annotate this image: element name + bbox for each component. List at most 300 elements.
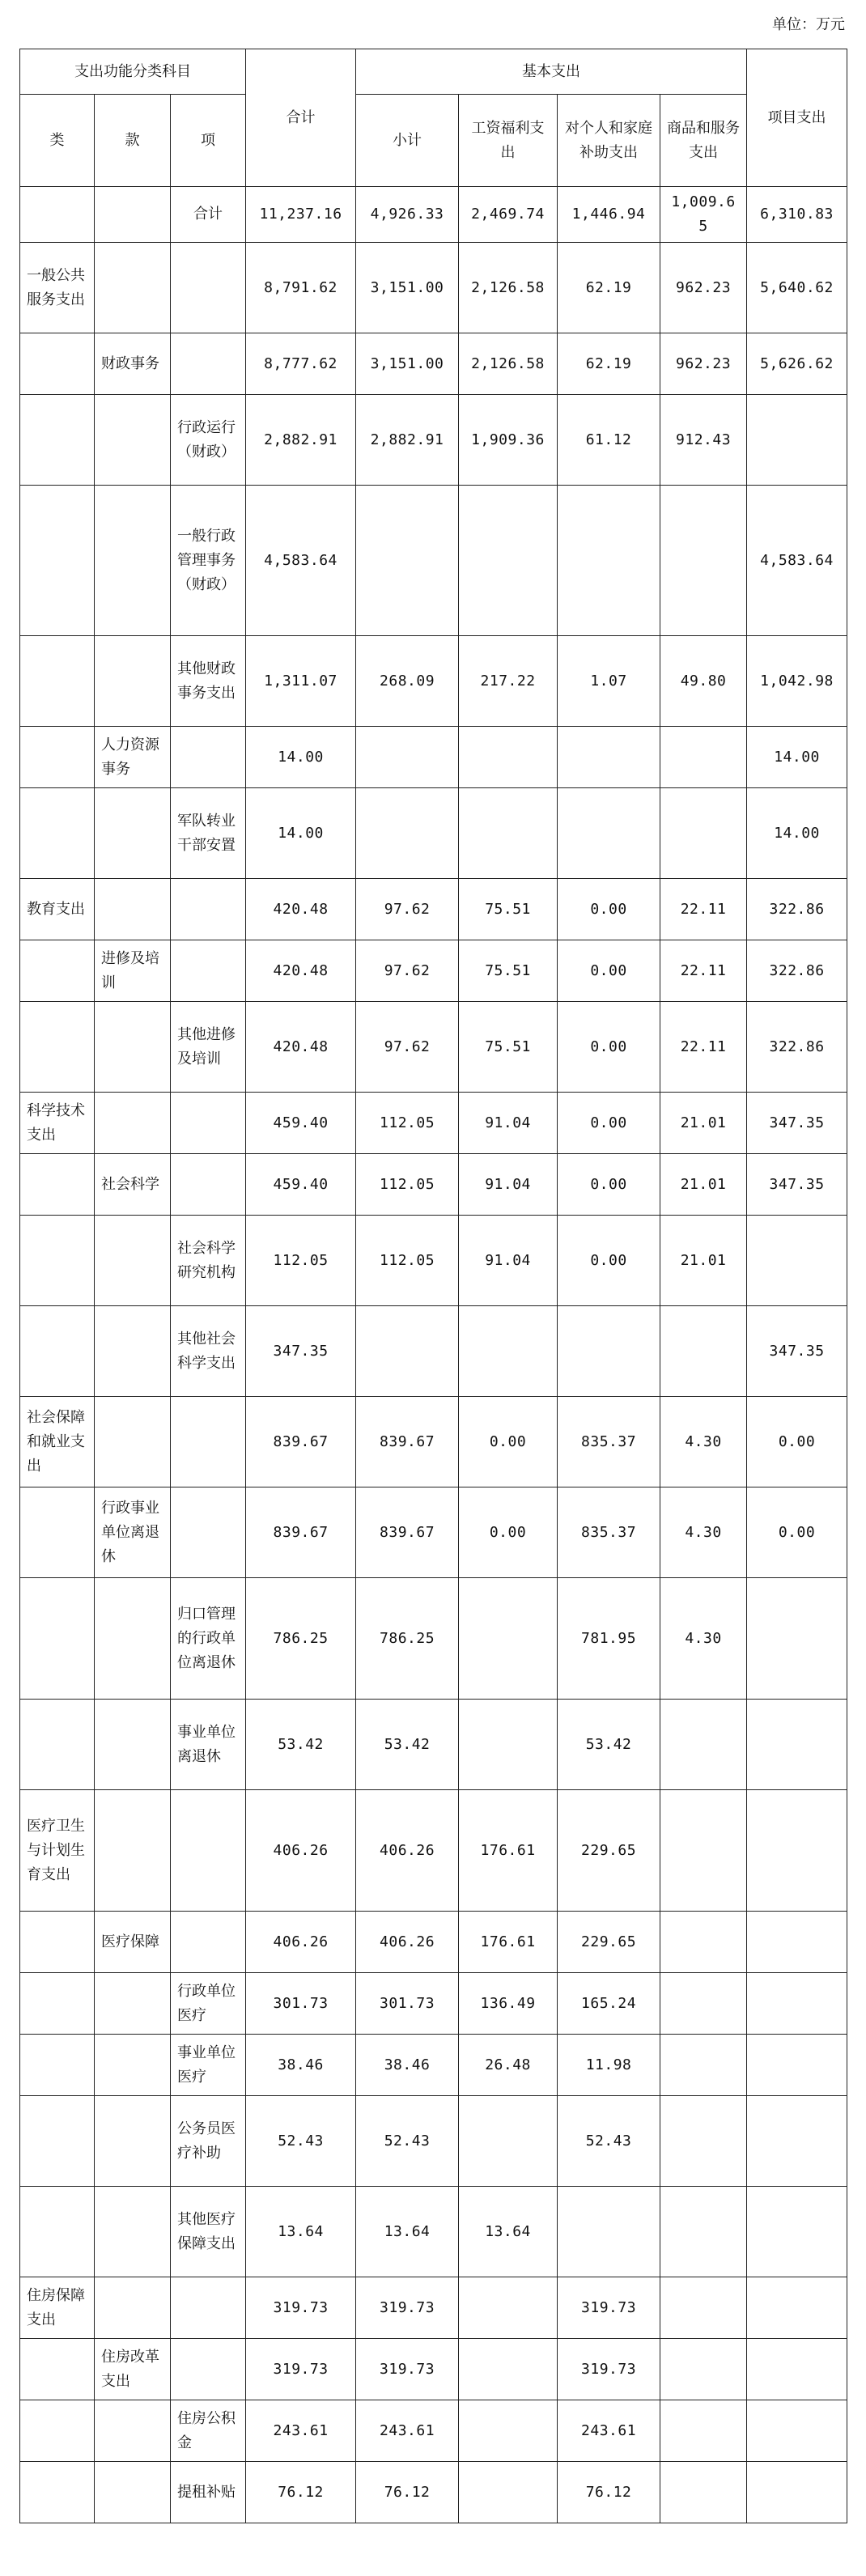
cell-kuan xyxy=(95,1397,171,1487)
cell-xiang: 合计 xyxy=(171,187,246,243)
cell-lei xyxy=(20,1973,95,2035)
cell-lei xyxy=(20,1487,95,1578)
header-classification: 支出功能分类科目 xyxy=(20,49,246,95)
cell-kuan xyxy=(95,2187,171,2277)
cell-xiang xyxy=(171,1154,246,1216)
table-row xyxy=(20,2035,847,2096)
cell-wages xyxy=(459,727,558,788)
cell-xiang xyxy=(171,243,246,333)
cell-goods: 912.43 xyxy=(660,395,747,486)
cell-goods xyxy=(660,1700,747,1790)
cell-total: 459.40 xyxy=(246,1154,356,1216)
cell-xiang: 其他社会科学支出 xyxy=(171,1306,246,1397)
cell-total: 420.48 xyxy=(246,879,356,940)
cell-personal: 1.07 xyxy=(558,636,660,727)
cell-kuan xyxy=(95,187,171,243)
table-row xyxy=(20,940,847,1002)
cell-kuan xyxy=(95,1973,171,2035)
cell-xiang: 行政运行（财政） xyxy=(171,395,246,486)
cell-wages: 176.61 xyxy=(459,1790,558,1912)
cell-kuan: 进修及培训 xyxy=(95,940,171,1002)
table-row xyxy=(20,187,847,243)
cell-kuan xyxy=(95,1002,171,1093)
cell-goods xyxy=(660,2400,747,2462)
unit-label: 单位：万元 xyxy=(772,16,845,33)
cell-wages xyxy=(459,2277,558,2339)
cell-kuan xyxy=(95,395,171,486)
cell-wages xyxy=(459,486,558,636)
cell-personal: 229.65 xyxy=(558,1790,660,1912)
cell-kuan xyxy=(95,2277,171,2339)
cell-project xyxy=(747,1700,847,1790)
cell-kuan: 行政事业单位离退休 xyxy=(95,1487,171,1578)
table-row xyxy=(20,1306,847,1397)
cell-lei xyxy=(20,2339,95,2400)
cell-wages: 136.49 xyxy=(459,1973,558,2035)
cell-goods xyxy=(660,2187,747,2277)
cell-wages: 75.51 xyxy=(459,940,558,1002)
header-goods: 商品和服务支出 xyxy=(660,95,747,187)
table-row xyxy=(20,1154,847,1216)
cell-lei: 社会保障和就业支出 xyxy=(20,1397,95,1487)
cell-project: 5,626.62 xyxy=(747,333,847,395)
cell-goods: 21.01 xyxy=(660,1154,747,1216)
header-personal: 对个人和家庭补助支出 xyxy=(558,95,660,187)
cell-wages: 75.51 xyxy=(459,1002,558,1093)
cell-subtotal: 839.67 xyxy=(356,1487,459,1578)
table-body xyxy=(20,187,847,2523)
cell-goods: 49.80 xyxy=(660,636,747,727)
cell-xiang: 其他进修及培训 xyxy=(171,1002,246,1093)
cell-goods xyxy=(660,1306,747,1397)
cell-xiang: 社会科学研究机构 xyxy=(171,1216,246,1306)
cell-goods: 4.30 xyxy=(660,1487,747,1578)
table-row xyxy=(20,1093,847,1154)
cell-kuan xyxy=(95,788,171,879)
cell-goods xyxy=(660,2339,747,2400)
table-row xyxy=(20,2187,847,2277)
cell-personal: 165.24 xyxy=(558,1973,660,2035)
cell-personal: 319.73 xyxy=(558,2339,660,2400)
cell-lei xyxy=(20,395,95,486)
cell-xiang: 归口管理的行政单位离退休 xyxy=(171,1578,246,1700)
cell-total: 8,791.62 xyxy=(246,243,356,333)
cell-xiang xyxy=(171,333,246,395)
cell-personal: 61.12 xyxy=(558,395,660,486)
cell-subtotal: 319.73 xyxy=(356,2277,459,2339)
cell-wages xyxy=(459,2339,558,2400)
table-row xyxy=(20,1216,847,1306)
cell-lei xyxy=(20,636,95,727)
cell-goods: 1,009.65 xyxy=(660,187,747,243)
header-project-expenditure: 项目支出 xyxy=(747,49,847,187)
cell-personal xyxy=(558,727,660,788)
cell-kuan xyxy=(95,2035,171,2096)
cell-wages xyxy=(459,1306,558,1397)
table-row xyxy=(20,243,847,333)
cell-personal xyxy=(558,1306,660,1397)
cell-project xyxy=(747,1973,847,2035)
cell-goods xyxy=(660,1973,747,2035)
cell-wages: 2,469.74 xyxy=(459,187,558,243)
cell-kuan xyxy=(95,1306,171,1397)
cell-kuan: 财政事务 xyxy=(95,333,171,395)
cell-personal: 0.00 xyxy=(558,879,660,940)
cell-xiang: 事业单位离退休 xyxy=(171,1700,246,1790)
cell-wages: 75.51 xyxy=(459,879,558,940)
cell-personal: 0.00 xyxy=(558,940,660,1002)
cell-project: 6,310.83 xyxy=(747,187,847,243)
cell-project xyxy=(747,2187,847,2277)
cell-subtotal: 52.43 xyxy=(356,2096,459,2187)
cell-wages xyxy=(459,788,558,879)
cell-lei xyxy=(20,1912,95,1973)
cell-personal: 229.65 xyxy=(558,1912,660,1973)
cell-goods xyxy=(660,2277,747,2339)
cell-subtotal: 53.42 xyxy=(356,1700,459,1790)
cell-kuan xyxy=(95,879,171,940)
cell-project xyxy=(747,2400,847,2462)
cell-personal: 0.00 xyxy=(558,1216,660,1306)
cell-lei xyxy=(20,2462,95,2523)
cell-goods: 4.30 xyxy=(660,1397,747,1487)
cell-kuan xyxy=(95,2096,171,2187)
cell-total: 459.40 xyxy=(246,1093,356,1154)
cell-project: 322.86 xyxy=(747,940,847,1002)
cell-personal xyxy=(558,486,660,636)
cell-total: 839.67 xyxy=(246,1397,356,1487)
cell-personal: 1,446.94 xyxy=(558,187,660,243)
cell-kuan xyxy=(95,1700,171,1790)
cell-wages: 0.00 xyxy=(459,1487,558,1578)
cell-goods xyxy=(660,486,747,636)
cell-lei xyxy=(20,2096,95,2187)
cell-total: 420.48 xyxy=(246,1002,356,1093)
cell-lei xyxy=(20,1578,95,1700)
cell-lei xyxy=(20,1700,95,1790)
cell-wages: 1,909.36 xyxy=(459,395,558,486)
cell-lei: 一般公共服务支出 xyxy=(20,243,95,333)
cell-total: 243.61 xyxy=(246,2400,356,2462)
cell-personal: 0.00 xyxy=(558,1093,660,1154)
cell-kuan xyxy=(95,1216,171,1306)
cell-project xyxy=(747,2277,847,2339)
cell-subtotal: 112.05 xyxy=(356,1216,459,1306)
cell-total: 406.26 xyxy=(246,1790,356,1912)
cell-xiang: 行政单位医疗 xyxy=(171,1973,246,2035)
cell-project: 322.86 xyxy=(747,879,847,940)
cell-subtotal: 786.25 xyxy=(356,1578,459,1700)
table-row xyxy=(20,486,847,636)
cell-project: 347.35 xyxy=(747,1306,847,1397)
cell-goods: 22.11 xyxy=(660,879,747,940)
cell-subtotal: 319.73 xyxy=(356,2339,459,2400)
cell-total: 301.73 xyxy=(246,1973,356,2035)
cell-goods: 4.30 xyxy=(660,1578,747,1700)
cell-total: 14.00 xyxy=(246,727,356,788)
cell-lei xyxy=(20,1154,95,1216)
cell-total: 319.73 xyxy=(246,2277,356,2339)
cell-kuan: 社会科学 xyxy=(95,1154,171,1216)
cell-lei: 科学技术支出 xyxy=(20,1093,95,1154)
cell-project: 14.00 xyxy=(747,788,847,879)
cell-wages: 91.04 xyxy=(459,1154,558,1216)
table-row xyxy=(20,1973,847,2035)
cell-total: 2,882.91 xyxy=(246,395,356,486)
cell-lei xyxy=(20,1306,95,1397)
cell-personal: 781.95 xyxy=(558,1578,660,1700)
cell-xiang xyxy=(171,1790,246,1912)
cell-subtotal: 268.09 xyxy=(356,636,459,727)
cell-project: 0.00 xyxy=(747,1397,847,1487)
cell-subtotal: 406.26 xyxy=(356,1912,459,1973)
cell-xiang xyxy=(171,1487,246,1578)
cell-total: 112.05 xyxy=(246,1216,356,1306)
cell-kuan: 人力资源事务 xyxy=(95,727,171,788)
cell-subtotal: 97.62 xyxy=(356,879,459,940)
cell-xiang xyxy=(171,2277,246,2339)
table-header xyxy=(20,49,847,187)
cell-project: 347.35 xyxy=(747,1093,847,1154)
cell-subtotal: 406.26 xyxy=(356,1790,459,1912)
cell-lei xyxy=(20,187,95,243)
cell-kuan: 住房改革支出 xyxy=(95,2339,171,2400)
cell-total: 406.26 xyxy=(246,1912,356,1973)
table-row xyxy=(20,1487,847,1578)
cell-total: 8,777.62 xyxy=(246,333,356,395)
cell-personal: 52.43 xyxy=(558,2096,660,2187)
cell-total: 4,583.64 xyxy=(246,486,356,636)
cell-wages: 13.64 xyxy=(459,2187,558,2277)
cell-subtotal: 4,926.33 xyxy=(356,187,459,243)
cell-xiang xyxy=(171,727,246,788)
cell-lei xyxy=(20,1002,95,1093)
cell-subtotal xyxy=(356,486,459,636)
cell-total: 13.64 xyxy=(246,2187,356,2277)
cell-personal xyxy=(558,788,660,879)
table-row xyxy=(20,2277,847,2339)
cell-goods xyxy=(660,2096,747,2187)
cell-subtotal: 301.73 xyxy=(356,1973,459,2035)
cell-subtotal: 3,151.00 xyxy=(356,333,459,395)
cell-wages xyxy=(459,1700,558,1790)
cell-kuan xyxy=(95,486,171,636)
cell-subtotal: 112.05 xyxy=(356,1154,459,1216)
cell-goods: 21.01 xyxy=(660,1093,747,1154)
table-row xyxy=(20,333,847,395)
table-row xyxy=(20,1700,847,1790)
cell-total: 420.48 xyxy=(246,940,356,1002)
cell-project xyxy=(747,395,847,486)
cell-goods: 21.01 xyxy=(660,1216,747,1306)
cell-subtotal: 13.64 xyxy=(356,2187,459,2277)
cell-xiang: 一般行政管理事务（财政） xyxy=(171,486,246,636)
cell-total: 14.00 xyxy=(246,788,356,879)
cell-personal xyxy=(558,2187,660,2277)
cell-personal: 835.37 xyxy=(558,1397,660,1487)
cell-subtotal: 3,151.00 xyxy=(356,243,459,333)
table-row xyxy=(20,727,847,788)
cell-subtotal: 2,882.91 xyxy=(356,395,459,486)
header-xiang: 项 xyxy=(171,95,246,187)
cell-kuan xyxy=(95,243,171,333)
cell-project xyxy=(747,2096,847,2187)
cell-project: 1,042.98 xyxy=(747,636,847,727)
cell-total: 76.12 xyxy=(246,2462,356,2523)
table-row xyxy=(20,1002,847,1093)
cell-personal: 76.12 xyxy=(558,2462,660,2523)
cell-project: 4,583.64 xyxy=(747,486,847,636)
cell-subtotal: 97.62 xyxy=(356,940,459,1002)
cell-personal: 243.61 xyxy=(558,2400,660,2462)
cell-wages: 91.04 xyxy=(459,1216,558,1306)
table-row xyxy=(20,1790,847,1912)
cell-subtotal: 38.46 xyxy=(356,2035,459,2096)
cell-xiang xyxy=(171,1397,246,1487)
header-kuan: 款 xyxy=(95,95,171,187)
cell-subtotal xyxy=(356,727,459,788)
cell-lei xyxy=(20,333,95,395)
cell-lei xyxy=(20,2187,95,2277)
header-subtotal: 小计 xyxy=(356,95,459,187)
cell-goods xyxy=(660,2035,747,2096)
cell-wages: 176.61 xyxy=(459,1912,558,1973)
cell-wages: 2,126.58 xyxy=(459,333,558,395)
cell-goods xyxy=(660,727,747,788)
cell-total: 319.73 xyxy=(246,2339,356,2400)
cell-wages: 26.48 xyxy=(459,2035,558,2096)
cell-wages xyxy=(459,1578,558,1700)
cell-project: 347.35 xyxy=(747,1154,847,1216)
cell-wages xyxy=(459,2462,558,2523)
cell-project: 0.00 xyxy=(747,1487,847,1578)
cell-lei xyxy=(20,727,95,788)
table-row xyxy=(20,636,847,727)
cell-kuan xyxy=(95,1578,171,1700)
cell-kuan xyxy=(95,2400,171,2462)
table-row xyxy=(20,1578,847,1700)
cell-xiang xyxy=(171,1093,246,1154)
cell-wages: 0.00 xyxy=(459,1397,558,1487)
cell-lei: 教育支出 xyxy=(20,879,95,940)
cell-total: 11,237.16 xyxy=(246,187,356,243)
cell-goods xyxy=(660,788,747,879)
cell-personal: 62.19 xyxy=(558,333,660,395)
cell-goods: 22.11 xyxy=(660,940,747,1002)
cell-project xyxy=(747,2035,847,2096)
cell-project: 322.86 xyxy=(747,1002,847,1093)
cell-total: 38.46 xyxy=(246,2035,356,2096)
cell-goods xyxy=(660,1912,747,1973)
cell-project xyxy=(747,1578,847,1700)
cell-xiang xyxy=(171,1912,246,1973)
cell-subtotal xyxy=(356,1306,459,1397)
cell-personal: 0.00 xyxy=(558,1002,660,1093)
cell-xiang xyxy=(171,2339,246,2400)
cell-kuan xyxy=(95,636,171,727)
cell-total: 52.43 xyxy=(246,2096,356,2187)
cell-lei xyxy=(20,1216,95,1306)
cell-personal: 835.37 xyxy=(558,1487,660,1578)
cell-project xyxy=(747,2462,847,2523)
cell-kuan xyxy=(95,1790,171,1912)
cell-xiang: 提租补贴 xyxy=(171,2462,246,2523)
cell-subtotal: 839.67 xyxy=(356,1397,459,1487)
table-row xyxy=(20,395,847,486)
cell-total: 839.67 xyxy=(246,1487,356,1578)
header-total: 合计 xyxy=(246,49,356,187)
cell-lei xyxy=(20,486,95,636)
cell-project xyxy=(747,1216,847,1306)
table-row xyxy=(20,2400,847,2462)
cell-xiang: 军队转业干部安置 xyxy=(171,788,246,879)
cell-xiang: 住房公积金 xyxy=(171,2400,246,2462)
cell-project xyxy=(747,1790,847,1912)
cell-goods: 962.23 xyxy=(660,243,747,333)
cell-lei xyxy=(20,940,95,1002)
cell-lei xyxy=(20,2035,95,2096)
cell-subtotal: 97.62 xyxy=(356,1002,459,1093)
header-wages: 工资福利支出 xyxy=(459,95,558,187)
cell-project xyxy=(747,1912,847,1973)
table-row xyxy=(20,2096,847,2187)
cell-xiang: 事业单位医疗 xyxy=(171,2035,246,2096)
table-row xyxy=(20,2462,847,2523)
cell-total: 347.35 xyxy=(246,1306,356,1397)
expenditure-table xyxy=(19,49,847,2523)
cell-personal: 319.73 xyxy=(558,2277,660,2339)
cell-wages xyxy=(459,2096,558,2187)
cell-wages: 91.04 xyxy=(459,1093,558,1154)
cell-lei xyxy=(20,2400,95,2462)
cell-goods: 22.11 xyxy=(660,1002,747,1093)
cell-personal: 11.98 xyxy=(558,2035,660,2096)
cell-xiang: 其他医疗保障支出 xyxy=(171,2187,246,2277)
table-row xyxy=(20,1912,847,1973)
cell-lei xyxy=(20,788,95,879)
cell-subtotal: 243.61 xyxy=(356,2400,459,2462)
header-basic-expenditure: 基本支出 xyxy=(356,49,747,95)
cell-project: 5,640.62 xyxy=(747,243,847,333)
cell-project: 14.00 xyxy=(747,727,847,788)
cell-personal: 62.19 xyxy=(558,243,660,333)
table-row xyxy=(20,879,847,940)
cell-personal: 53.42 xyxy=(558,1700,660,1790)
cell-subtotal: 112.05 xyxy=(356,1093,459,1154)
cell-total: 786.25 xyxy=(246,1578,356,1700)
cell-total: 53.42 xyxy=(246,1700,356,1790)
cell-goods xyxy=(660,1790,747,1912)
cell-wages: 217.22 xyxy=(459,636,558,727)
cell-xiang xyxy=(171,879,246,940)
cell-goods: 962.23 xyxy=(660,333,747,395)
cell-xiang: 公务员医疗补助 xyxy=(171,2096,246,2187)
cell-kuan: 医疗保障 xyxy=(95,1912,171,1973)
cell-total: 1,311.07 xyxy=(246,636,356,727)
cell-xiang xyxy=(171,940,246,1002)
cell-kuan xyxy=(95,2462,171,2523)
cell-wages xyxy=(459,2400,558,2462)
cell-lei: 医疗卫生与计划生育支出 xyxy=(20,1790,95,1912)
cell-kuan xyxy=(95,1093,171,1154)
cell-lei: 住房保障支出 xyxy=(20,2277,95,2339)
cell-xiang: 其他财政事务支出 xyxy=(171,636,246,727)
table-row xyxy=(20,788,847,879)
cell-project xyxy=(747,2339,847,2400)
table-row xyxy=(20,2339,847,2400)
cell-wages: 2,126.58 xyxy=(459,243,558,333)
table-row xyxy=(20,1397,847,1487)
